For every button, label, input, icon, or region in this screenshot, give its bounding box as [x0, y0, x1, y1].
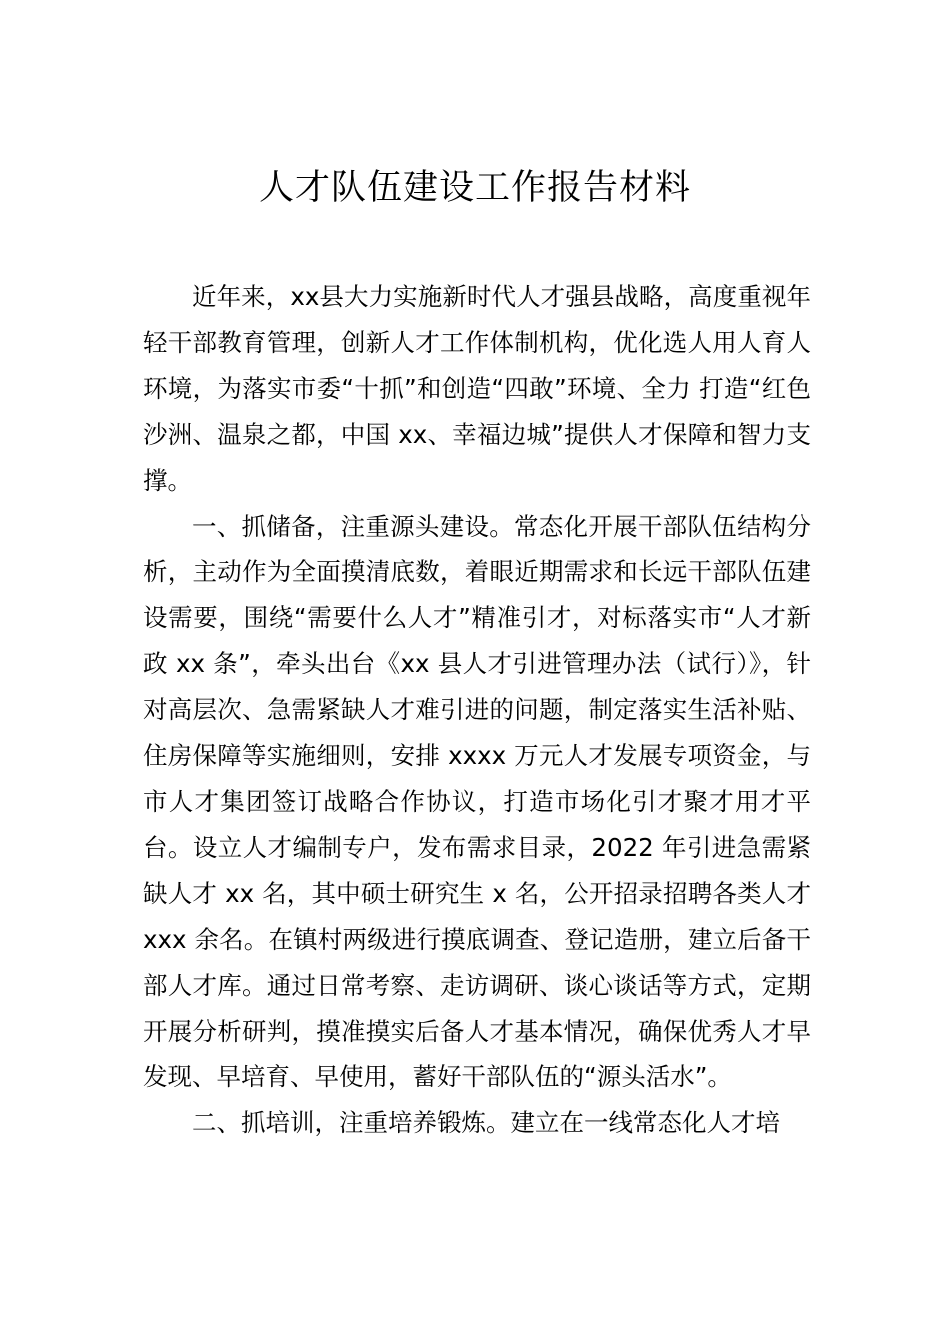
document-title: 人才队伍建设工作报告材料 [258, 168, 691, 208]
document-body [143, 274, 811, 1146]
paragraph-section-one: 一、抓储备，注重源头建设。常态化开展干部队伍结构分析，主动作为全面摸清底数，着眼近期需求和长远干部队伍建设需要，围绕“需要什么人才”精准引才，对标落实市“人才新政 xx 条”，牵头出台《xx 县人才引进管理办法（试行）》，针对高层次、急需紧缺人才难引进的问题，制定落实生活补贴、住房保障等实施细则，安排 xxxx 万元人才发展专项资金，与市人才集团签订战略合作协议，打造市场化引才聚才用才平台。设立人才编制专户，发布需求目录，2022 年引进急需紧缺人才 xx 名，其中硕士研究生 x 名，公开招录招聘各类人才 xxx 余名。在镇村两级进行摸底调查、登记造册，建立后备干部人才库。通过日常考察、走访调研、谈心谈话等方式，定期开展分析研判，摸准摸实后备人才基本情况，确保优秀人才早发现、早培育、早使用，蓄好干部队伍的“源头活水”。 [143, 511, 811, 1092]
paragraph-section-two: 二、抓培训，注重培养锻炼。建立在一线常态化人才培 [192, 1108, 780, 1138]
paragraph-intro: 近年来，xx县大力实施新时代人才强县战略，高度重视年轻干部教育管理，创新人才工作体制机构，优化选人用人育人环境，为落实市委“十抓”和创造“四敢”环境、全力 打造“红色沙洲、温泉之都，中国 xx、幸福边城”提供人才保障和智力支撑。 [143, 282, 811, 495]
